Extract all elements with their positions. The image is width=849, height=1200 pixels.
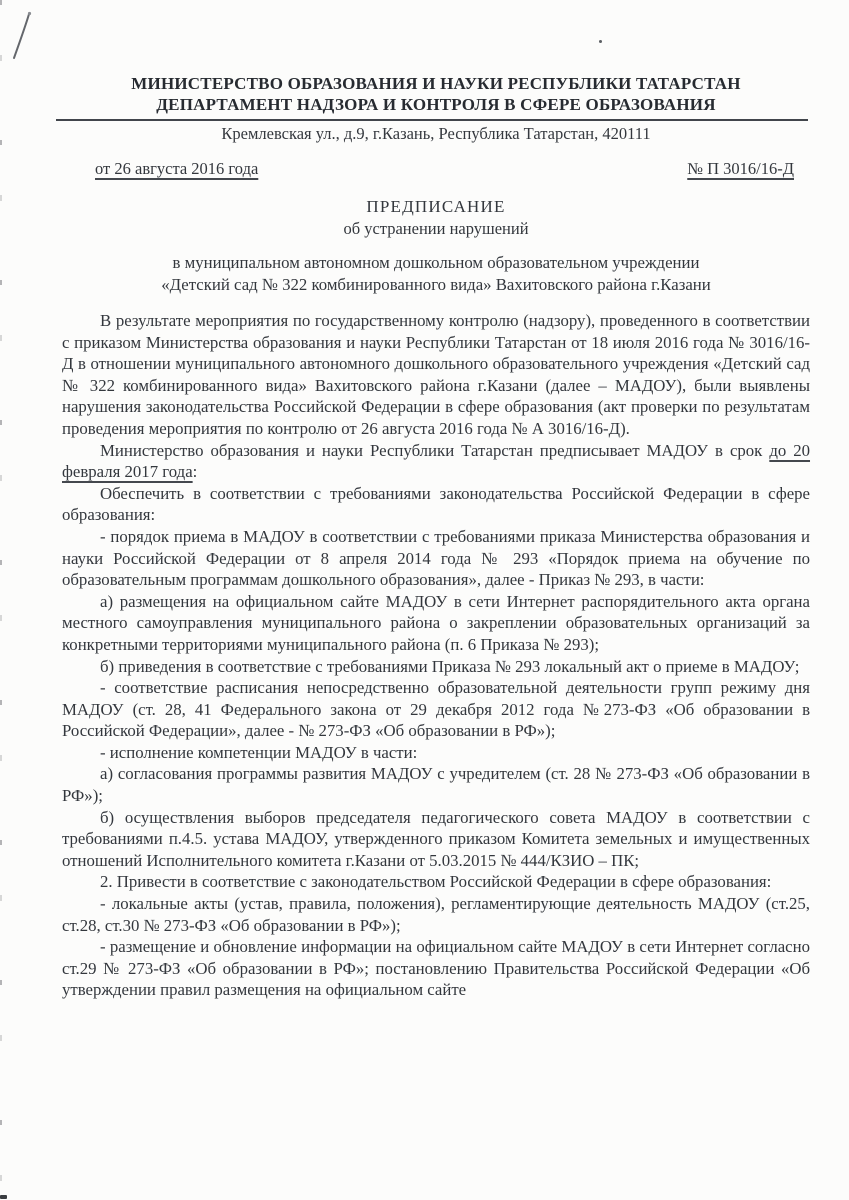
letterhead xyxy=(62,0,810,144)
addressee-line-1: в муниципальном автономном дошкольном образовательном учреждении xyxy=(172,253,700,272)
document-meta-row xyxy=(62,158,810,179)
addressee-line-2: «Детский сад № 322 комбинированного вида» Вахитовского района г.Казани xyxy=(161,274,711,294)
body-paragraph: - порядок приема в МАДОУ в соответствии с требованиями приказа Министерства образования и науки Российской Федерации от 8 апреля 2014 года № 293 «Порядок приема на обучение по образовательным программам дошкольного образования», далее - Приказ № 293, в части: xyxy=(62,526,810,590)
body-paragraph: б) приведения в соответствие с требованиями Приказа № 293 локальный акт о приеме в МАДОУ; xyxy=(100,656,800,676)
document-number: № П 3016/16-Д xyxy=(687,159,794,178)
deadline-date-underlined: до 20 февраля 2017 года xyxy=(62,440,811,482)
body-paragraph: - размещение и обновление информации на официальном сайте МАДОУ в сети Интернет согласно ст.29 № 273-ФЗ «Об образовании в РФ»; постановлению Правительства Российской Федерации «Об утверждении правил размещения на официальном сайте xyxy=(62,937,810,1000)
document-body xyxy=(62,310,810,1001)
body-paragraph: - соответствие расписания непосредственно образовательной деятельности групп режиму дня МАДОУ (ст. 28, 41 Федерального закона от 29 декабря 2012 года №273-ФЗ «Об образовании в Российской Федерации», далее - № 273-ФЗ «Об образовании в РФ»); xyxy=(62,678,810,741)
letterhead-divider xyxy=(56,119,808,121)
scan-corner-artifact xyxy=(0,1195,7,1199)
body-paragraph-deadline xyxy=(62,440,810,483)
pen-mark-annotation xyxy=(6,8,40,70)
body-paragraph: а) размещения на официальном сайте МАДОУ в сети Интернет распорядительного акта органа местного самоуправления муниципального района о закреплении образовательных организаций за конкретными территориями муниципального района (п. 6 Приказа № 293); xyxy=(62,591,810,654)
document-subtitle: об устранении нарушений xyxy=(343,219,529,238)
deadline-prefix: Министерство образования и науки Республики Татарстан предписывает МАДОУ в срок xyxy=(100,440,770,460)
deadline-suffix: : xyxy=(192,462,198,482)
body-paragraph: - локальные акты (устав, правила, положения), регламентирующие деятельность МАДОУ (ст.25, ст.28, ст.30 № 273-ФЗ «Об образовании в РФ»); xyxy=(62,894,810,935)
body-paragraph: 2. Привести в соответствие с законодательством Российской Федерации в сфере образования: xyxy=(100,872,772,892)
body-paragraph: Обеспечить в соответствии с требованиями законодательства Российской Федерации в сфере образования: xyxy=(62,483,810,525)
letterhead-address: Кремлевская ул., д.9, г.Казань, Республика Татарстан, 420111 xyxy=(221,124,651,143)
department-name: ДЕПАРТАМЕНТ НАДЗОРА И КОНТРОЛЯ В СФЕРЕ ОБРАЗОВАНИЯ xyxy=(156,95,716,114)
document-content xyxy=(62,0,810,1001)
body-paragraph: В результате мероприятия по государственному контролю (надзору), проведенного в соответствии с приказом Министерства образования и науки Республики Татарстан от 18 июля 2016 года № 3016/16-Д в отношении муниципального автономного дошкольного образовательного учреждения «Детский сад № 322 комбинированного вида» Вахитовского района г.Казани (далее – МАДОУ), были выявлены нарушения законодательства Российской Федерации в сфере образования (акт проверки по результатам проведения мероприятия по контролю от 26 августа 2016 года № А 3016/16-Д). xyxy=(62,311,810,438)
scan-edge-artifact xyxy=(0,0,2,1200)
document-date: от 26 августа 2016 года xyxy=(95,159,259,178)
addressee-block xyxy=(62,252,810,295)
body-paragraph: б) осуществления выборов председателя педагогического совета МАДОУ в соответствии с требованиями п.4.5. устава МАДОУ, утвержденного приказом Комитета земельных и имущественных отношений Исполнительного комитета г.Казани от 5.03.2015 № 444/КЗИО – ПК; xyxy=(62,807,810,870)
body-paragraph: а) согласования программы развития МАДОУ с учредителем (ст. 28 № 273-ФЗ «Об образовании в РФ»); xyxy=(62,764,810,806)
document-title: ПРЕДПИСАНИЕ xyxy=(366,197,506,216)
ministry-name: МИНИСТЕРСТВО ОБРАЗОВАНИЯ И НАУКИ РЕСПУБЛИКИ ТАТАРСТАН xyxy=(131,74,741,93)
body-paragraph: - исполнение компетенции МАДОУ в части: xyxy=(100,742,418,762)
